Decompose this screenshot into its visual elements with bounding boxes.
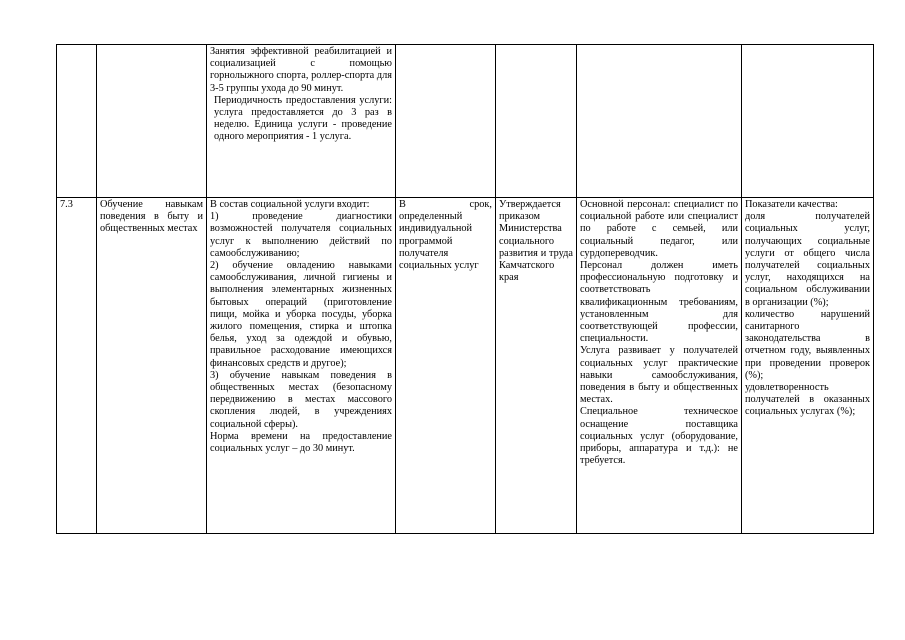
quality-paragraph: доля получателей социальных услуг, получающих социальные услуги от общего числа получателей социальных услуг, находящихся на социальном обслуживании в организации (%);: [745, 211, 870, 308]
table-row: [57, 198, 874, 534]
term-cell: [396, 45, 496, 198]
row-number-cell: [57, 45, 97, 198]
conditions-paragraph: Персонал должен иметь профессиональную подготовку и соответствовать квалификационным требованиям, установленным для соответствующей профессии, специальности.: [580, 260, 738, 345]
conditions-paragraph: Услуга развивает у получателей социальных услуг практические навыки самообслуживания, поведения в быту и общественных местах.: [580, 345, 738, 406]
content-paragraph: 3) обучение навыкам поведения в общественных местах (безопасному передвижению в местах массового скопления людей, в учреждениях социальной сферы).: [210, 369, 392, 430]
service-content-cell: [207, 45, 396, 198]
term-cell: В срок, определенный индивидуальной программой получателя социальных услуг: [396, 198, 496, 534]
content-paragraph: 1) проведение диагностики возможностей получателя социальных услуг к выполнению действий по самообслуживанию;: [210, 211, 392, 259]
services-table: [56, 44, 874, 534]
row-number-cell: 7.3: [57, 198, 97, 534]
quality-cell: [742, 198, 874, 534]
service-name-cell: Обучение навыкам поведения в быту и общественных местах: [97, 198, 207, 534]
conditions-cell: [577, 198, 742, 534]
price-cell: Утверждается приказом Министерства социального развития и труда Камчатского края: [496, 198, 577, 534]
conditions-paragraph: Основной персонал: специалист по социальной работе или специалист по работе с семьей, или социальный педагог, или сурдопереводчик.: [580, 199, 738, 259]
service-name-cell: [97, 45, 207, 198]
quality-paragraph: Показатели качества:: [745, 199, 838, 210]
quality-paragraph: удовлетворенность получателей в оказанных социальных услугах (%);: [745, 382, 870, 418]
periodicity-paragraph: Периодичность предоставления услуги: услуга предоставляется до 3 раз в неделю. Единица услуги - проведение одного мероприятия - 1 услуга.: [214, 94, 392, 143]
content-paragraph: 2) обучение овладению навыками самообслуживания, личной гигиены и выполнения элементарных жизненных бытовых операций (приготовление пищи, мойка и уборка посуды, уборка жилого помещения, стирка и штопка белья, уход за одеждой и обувью, правильное расходование имеющихся финансовых средств и другое);: [210, 260, 392, 369]
price-cell: [496, 45, 577, 198]
conditions-cell: [577, 45, 742, 198]
conditions-paragraph: Специальное техническое оснащение поставщика социальных услуг (оборудование, приборы, аппаратура и т.д.): не требуется.: [580, 406, 738, 467]
quality-paragraph: количество нарушений санитарного законодательства в отчетном году, выявленных при проведении проверок (%);: [745, 308, 870, 381]
content-paragraph: В состав социальной услуги входит:: [210, 199, 370, 210]
quality-cell: [742, 45, 874, 198]
content-paragraph: Занятия эффективной реабилитацией и социализацией с помощью горнолыжного спорта, роллер-спорта для 3-5 группы ухода до 90 минут.: [210, 46, 392, 94]
content-paragraph: Норма времени на предоставление социальных услуг – до 30 минут.: [210, 430, 392, 455]
table-row: [57, 45, 874, 198]
service-content-cell: [207, 198, 396, 534]
